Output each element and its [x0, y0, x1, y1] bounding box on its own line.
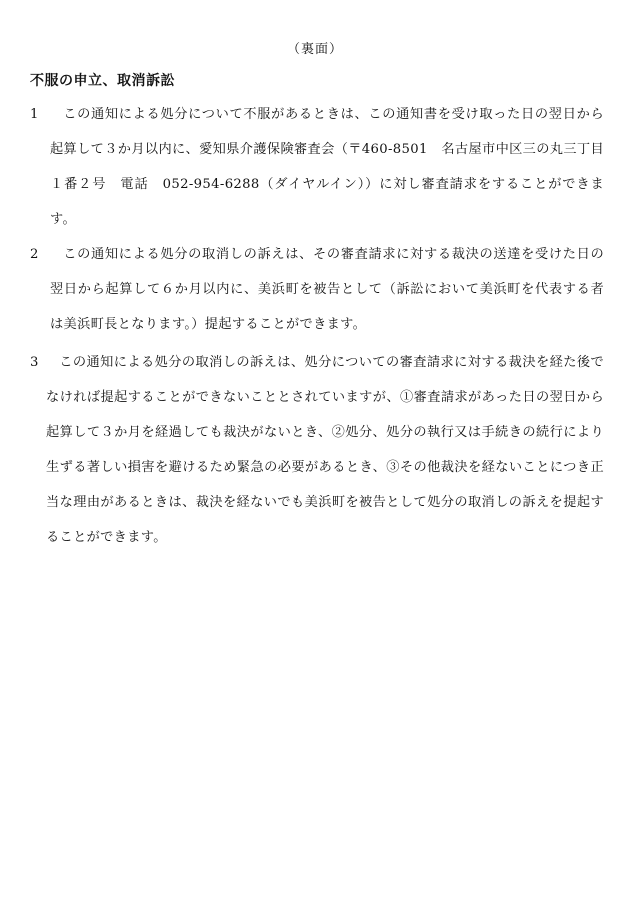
back-side-label: （裏面）: [286, 42, 343, 57]
item-text: この通知による処分について不服があるときは、この通知書を受け取った日の翌日から起算して３か月以内に、愛知県介護保険審査会（〒460-8501 名古屋市中区三の丸三丁目１番２号 電話 052-954-6288（ダイヤルイン））に対し審査請求をすることができます。: [50, 107, 604, 227]
item-number: 1: [30, 107, 39, 122]
item-text: この通知による処分の取消しの訴えは、その審査請求に対する裁決の送達を受けた日の翌日から起算して６か月以内に、美浜町を被告として（訴訟において美浜町を代表する者は美浜町長となります。）提起することができます。: [50, 247, 604, 332]
item-number: 2: [30, 247, 39, 262]
appeal-item-1: [30, 97, 604, 237]
appeal-item-3: [30, 345, 604, 555]
item-text: この通知による処分の取消しの訴えは、処分についての審査請求に対する裁決を経た後でなければ提起することができないこととされていますが、①審査請求があった日の翌日から起算して３か月を経過しても裁決がないとき、②処分、処分の執行又は手続きの続行により生ずる著しい損害を避けるため緊急の必要があるとき、③その他裁決を経ないことにつき正当な理由があるときは、裁決を経ないでも美浜町を被告として処分の取消しの訴えを提起することができます。: [46, 355, 604, 545]
section-heading: 不服の申立、取消訴訟: [30, 73, 175, 89]
appeal-item-2: [30, 237, 604, 342]
item-number: 3: [30, 355, 39, 370]
